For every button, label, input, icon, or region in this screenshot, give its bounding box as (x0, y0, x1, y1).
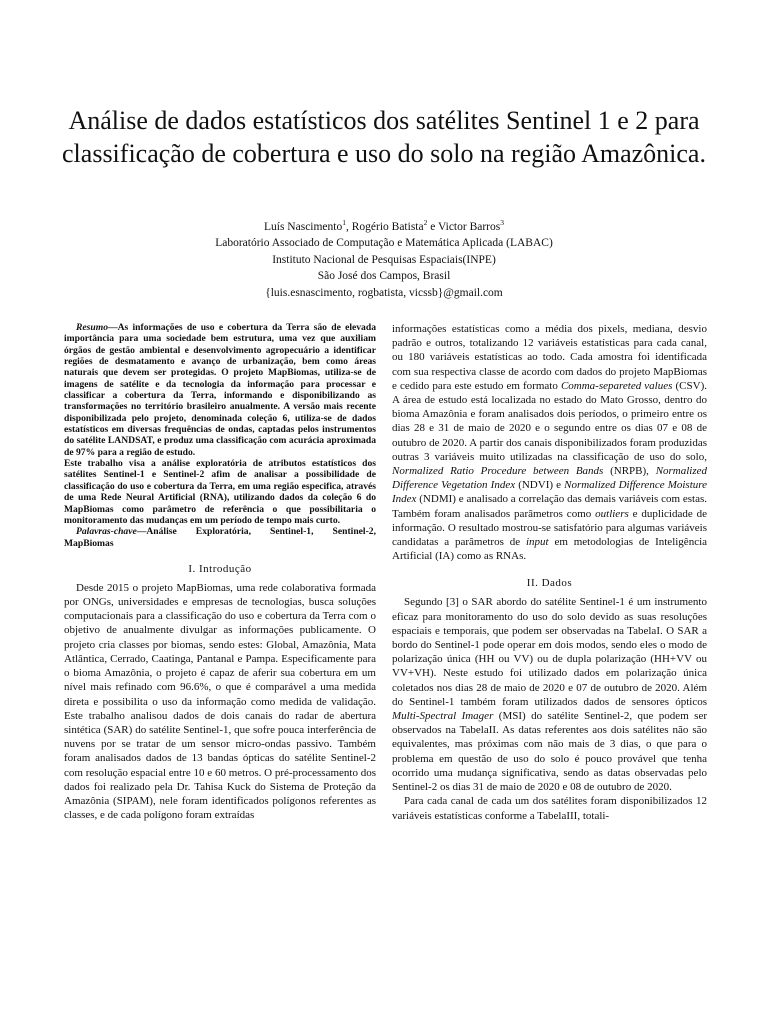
body-paragraph (392, 322, 707, 563)
author-separator: e (430, 221, 436, 233)
text-run: informações estatísticas como a média dos pixels, mediana, desvio padrão e outros, totalizando 12 variáveis estatísticas para cada canal, ou 180 variáveis estatísticas ao todo. Cada amostra foi identificada com sua respectiva classe de acordo com dados do projeto MapBiomas e cedido para este estudo em formato (392, 323, 707, 392)
abstract-paragraph: Este trabalho visa a análise exploratória de atributos estatísticos dos satélites Sentinel-1 e Sentinel-2 afim de analisar a possibilidade de classificação do uso e cobertura da Terra, em uma região especifica, através de uma Rede Neural Artificial (RNA), utilizando dados da coleção 6 do MapBiomas como parâmetro de referência o que possibilitaria o monitoramento das mudanças em um período de tempo mais curto. (64, 458, 376, 526)
text-run: (NDMI) e analisado a correlação das demais variáveis com estas. Também foram analisados parâmetros como (392, 493, 707, 520)
abstract-dash: — (108, 322, 118, 333)
keywords (64, 526, 376, 549)
term-ndvi: Normalized Difference Vegetation Index (392, 465, 708, 492)
author-name: Victor Barros (438, 221, 501, 233)
left-column (64, 322, 376, 822)
author-names (60, 219, 708, 235)
author-block (60, 219, 708, 301)
affiliation-line: São José dos Campos, Brasil (317, 270, 451, 283)
author-name: Rogério Batista (351, 221, 424, 233)
section-heading-dados: II. Dados (526, 577, 573, 590)
abstract-paragraph (64, 322, 376, 458)
body-paragraph (392, 595, 707, 794)
term-nrpb: Normalized Ratio Procedure between Bands (392, 465, 604, 478)
keywords-label: Palavras-chave (76, 526, 137, 538)
affiliation-line: Instituto Nacional de Pesquisas Espaciais(INPE) (272, 253, 496, 266)
text-run: Segundo [3] o SAR abordo do satélite Sentinel-1 é um instrumento eficaz para monitoramento do uso do solo devido as suas resoluções espaciais e temporais, que podem ser observadas na TabelaI. O SAR a bordo do Sentinel-1 pode operar em dois modos, sendo eles o modo de polarização única (HH ou VV) ou de dupla polarização (HH+VV ou VV+VH). Neste estudo foi utilizado dados em polarização única coletados nos dias 28 de maio de 2020 e 07 de outubro de 2020. Além do Sentinel-1 também foram utilizados dados de sensores ópticos (392, 596, 707, 708)
term-csv: Comma-separeted values (560, 379, 673, 392)
section-heading-introduction: I. Introdução (188, 562, 252, 575)
author-footnote-mark: 2 (423, 218, 428, 228)
text-run: (CSV). A área de estudo está localizada no estado do Mato Grosso, dentro do bioma Amazônia e foram analisados dois períodos, o primeiro entre os dias 28 e 31 de maio de 2020 e o segundo entre os dias 07 e 08 de outubro de 2020. A partir dos canais disponibilizados foram produzidas outras 3 variáveis muito utilizadas na classificação de uso do solo, (392, 379, 707, 463)
author-name: Luís Nascimento (263, 221, 343, 233)
text-run: e duplicidade de informação. O resultado mostrou-se satisfatório para algumas variáveis candidatas a parâmetros de (392, 507, 708, 549)
introduction-body (64, 581, 376, 822)
author-footnote-mark: 3 (500, 218, 504, 228)
term-outliers: outliers (595, 507, 629, 520)
author-separator: , (345, 221, 349, 233)
abstract-label: Resumo (76, 322, 108, 333)
abstract-text: As informações de uso e cobertura da Terra são de elevada importância para uma sociedade bem estrutura, uma vez que auxiliam órgãos de gestão ambiental e desenvolvimento agropecuário a identificar regiões de desmatamento e avanço de urbanização, bem como áreas naturais que devem ser protegidas. O projeto MapBiomas, utiliza-se de imagens de satélite e da tecnologia da informação para processar e classificar a cobertura da Terra, informando e disponibilizando as transformações no território brasileiro anualmente. A versão mais recente disponibilizada pelo projeto, denominada coleção 6, utiliza-se de dados estatísticos em diversas frequências de ondas, captadas pelos instrumentos do satélite LANDSAT, e produz uma classificação com acurácia aproximada de 97% para a região de estudo. (64, 322, 376, 458)
affiliation-line: Laboratório Associado de Computação e Matemática Aplicada (LABAC) (215, 237, 553, 250)
text-run: (NDVI) e (518, 479, 562, 492)
text-run: (MSI) do satélite Sentinel-2, que podem ser observados na TabelaII. As datas referentes aos dois satélites não são equivalentes, mas próximas com não mais de 3 dias, o que para o problema em questão de uso do solo é pouco provável que tenha ocorrido uma mudança significativa, sendo as datas observadas pelo Sentinel-2 os dias 31 de maio de 2020 e 08 de outubro de 2020. (392, 710, 708, 794)
term-ndmi: Normalized Difference Moisture Index (392, 479, 708, 506)
author-emails: {luis.esnascimento, rogbatista, vicssb}@gmail.com (265, 286, 503, 299)
term-input: input (525, 536, 549, 549)
body-paragraph: Desde 2015 o projeto MapBiomas, uma rede colaborativa formada por ONGs, universidades e empresas de tecnologias, busca soluções computacionais para a classificação do uso e cobertura da Terra com o objetivo de anualmente divulgar as informações publicamente. O projeto cria classes por biomas, sendo estes: Global, Amazônia, Mata Atlântica, Cerrado, Caatinga, Pantanal e Pampa. Especificamente para o bioma Amazônia, o projeto é capaz de aferir sua cobertura em um nível mais refinado com 96.6%, o que é comparável a uma medida direta e possibilita o uso da informação como medida de validação. Este trabalho analisou dados de dois canais do radar de abertura sintética (SAR) do satélite Sentinel-1, que sofre pouca interferência de nuvens por se tratar de um sensor micro-ondas passivo. Também foram analisados dados de 13 bandas ópticas do satélite Sentinel-2 com resolução espacial entre 10 e 60 metros. O pré-processamento dos dados foi realizado pela Dr. Tahisa Kuck do Sistema de Proteção da Amazônia (SIPAM), nele foram identificados polígonos referentes as classes, e de cada polígono foram extraídas (64, 581, 376, 822)
abstract (64, 322, 376, 549)
author-footnote-mark: 1 (342, 218, 346, 228)
keywords-text: Análise Exploratória, Sentinel-1, Sentinel-2, MapBiomas (64, 526, 376, 549)
keywords-dash: — (136, 526, 147, 538)
text-run: em metodologias de Inteligência Artificial (IA) como as RNAs. (392, 536, 708, 563)
right-column (392, 322, 707, 823)
body-paragraph: Para cada canal de cada um dos satélites foram disponibilizados 12 variáveis estatísticas conforme a TabelaIII, totali- (392, 795, 707, 822)
term-msi: Multi-Spectral Imager (392, 710, 494, 723)
introduction-continued (392, 322, 707, 563)
text-run: (NRPB), (610, 465, 649, 478)
dados-body (392, 595, 707, 822)
paper-title: Análise de dados estatísticos dos satélites Sentinel 1 e 2 para classificação de cobertura e uso do solo na região Amazônica. (62, 106, 706, 168)
